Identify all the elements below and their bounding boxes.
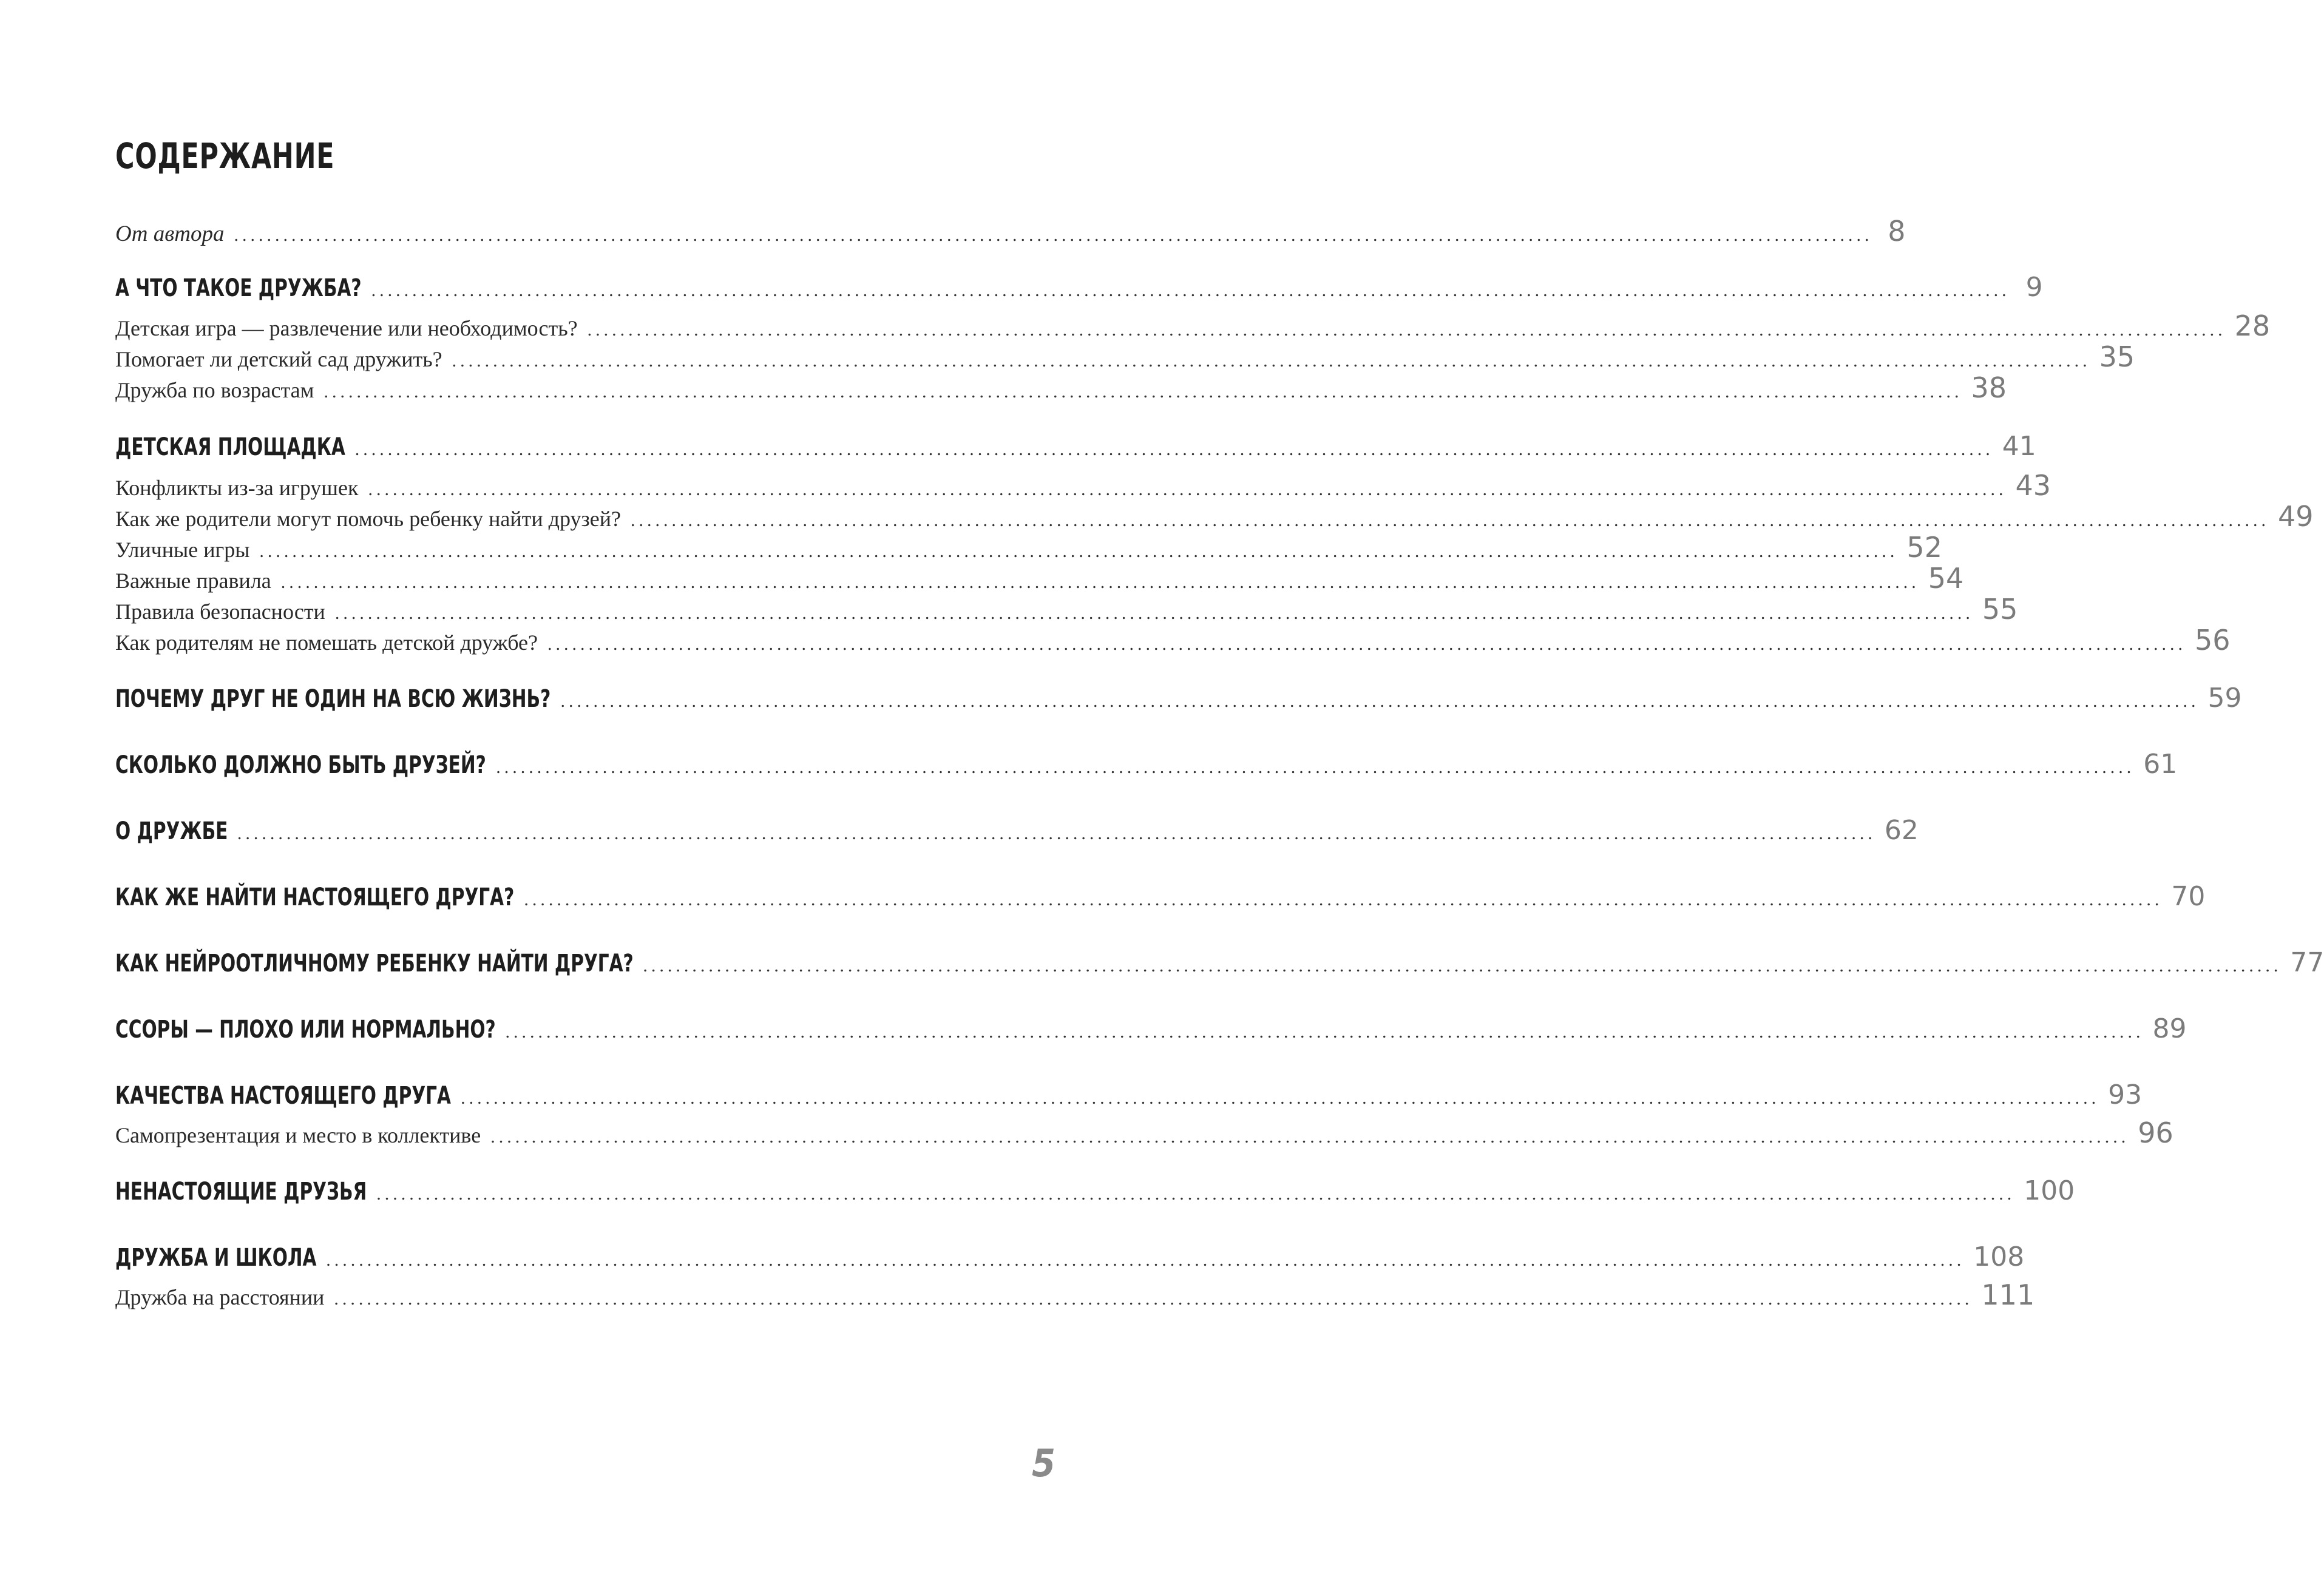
toc-entry-label: Важные правила	[115, 569, 271, 593]
toc-entry-page: 111	[1981, 1278, 2035, 1311]
toc-entry-chapter[interactable]	[115, 1013, 2187, 1044]
dot-leader: ........................................................................................................................................................................................................	[326, 1250, 1965, 1270]
toc-entry-section[interactable]	[115, 469, 2051, 502]
toc-entry-page: 55	[1982, 593, 2018, 626]
dot-leader: ........................................................................................................................................................................................................	[376, 1184, 2016, 1204]
toc-entry-page: 61	[2143, 749, 2178, 780]
toc-entry-page: 89	[2152, 1013, 2187, 1044]
dot-leader: ........................................................................................................................................................................................................	[587, 320, 2226, 340]
toc-entry-section[interactable]	[115, 371, 2007, 404]
toc-entry-section[interactable]	[115, 593, 2018, 626]
toc-entry-label: КАК ЖЕ НАЙТИ НАСТОЯЩЕГО ДРУГА?	[115, 883, 515, 911]
toc-entry-label: А ЧТО ТАКОЕ ДРУЖБА?	[115, 274, 362, 302]
toc-entry-page: 38	[1971, 371, 2007, 404]
dot-leader: ........................................................................................................................................................................................................	[234, 225, 1873, 245]
toc-entry-page: 28	[2234, 309, 2271, 342]
toc-entry-label: НЕНАСТОЯЩИЕ ДРУЗЬЯ	[115, 1178, 367, 1206]
dot-leader: ........................................................................................................................................................................................................	[334, 603, 1974, 623]
dot-leader: ........................................................................................................................................................................................................	[324, 382, 1963, 402]
dot-leader: ........................................................................................................................................................................................................	[334, 1289, 1973, 1309]
toc-entry-author-note[interactable]	[115, 215, 1906, 248]
dot-leader: ........................................................................................................................................................................................................	[643, 956, 2282, 976]
dot-leader: ........................................................................................................................................................................................................	[452, 351, 2091, 371]
toc-entry-label: ССОРЫ — ПЛОХО ИЛИ НОРМАЛЬНО?	[115, 1016, 496, 1044]
toc-entry-label: Как же родители могут помочь ребенку найти друзей?	[115, 507, 621, 531]
toc-entry-chapter[interactable]	[115, 881, 2206, 912]
dot-leader: ........................................................................................................................................................................................................	[490, 1127, 2130, 1147]
toc-entry-chapter[interactable]	[115, 749, 2178, 780]
dot-leader: ........................................................................................................................................................................................................	[524, 890, 2163, 910]
toc-entry-label: СКОЛЬКО ДОЛЖНО БЫТЬ ДРУЗЕЙ?	[115, 751, 486, 779]
toc-entry-section[interactable]	[115, 309, 2271, 342]
toc-entry-page: 52	[1906, 531, 1942, 564]
toc-entry-label: Правила безопасности	[115, 599, 325, 624]
toc-entry-label: КАЧЕСТВА НАСТОЯЩЕГО ДРУГА	[115, 1082, 451, 1110]
toc-entry-section[interactable]	[115, 340, 2135, 373]
toc-entry-page: 8	[1888, 215, 1906, 248]
toc-entry-chapter[interactable]	[115, 947, 2324, 978]
toc-entry-label: Помогает ли детский сад дружить?	[115, 347, 442, 371]
toc-entry-label: Детская игра — развлечение или необходимость?	[115, 316, 578, 340]
toc-entry-label: ДРУЖБА И ШКОЛА	[115, 1244, 317, 1272]
toc-entry-label: Конфликты из-за игрушек	[115, 476, 359, 500]
toc-entry-label: Как родителям не помешать детской дружбе?	[115, 630, 538, 655]
dot-leader: ........................................................................................................................................................................................................	[560, 691, 2200, 711]
toc-entry-label: Дружба по возрастам	[115, 378, 314, 402]
page-title: СОДЕРЖАНИЕ	[115, 135, 335, 177]
toc-entry-page: 108	[1973, 1241, 2025, 1272]
toc-entry-chapter[interactable]	[115, 431, 2036, 462]
toc-entry-page: 93	[2108, 1079, 2143, 1110]
toc-entry-page: 54	[1928, 562, 1964, 595]
toc-entry-page: 70	[2171, 881, 2206, 912]
toc-entry-section[interactable]	[115, 500, 2314, 533]
toc-entry-chapter[interactable]	[115, 1079, 2143, 1110]
toc-entry-label: ПОЧЕМУ ДРУГ НЕ ОДИН НА ВСЮ ЖИЗНЬ?	[115, 685, 551, 713]
toc-entry-page: 77	[2290, 947, 2324, 978]
toc-entry-page: 49	[2277, 500, 2314, 533]
dot-leader: ........................................................................................................................................................................................................	[368, 479, 2007, 499]
toc-entry-page: 96	[2138, 1116, 2173, 1149]
toc-entry-section[interactable]	[115, 531, 1942, 564]
toc-entry-page: 62	[1884, 815, 1919, 846]
dot-leader: ........................................................................................................................................................................................................	[371, 280, 2010, 300]
dot-leader: ........................................................................................................................................................................................................	[354, 439, 1994, 459]
toc-entry-page: 43	[2015, 469, 2051, 502]
dot-leader: ........................................................................................................................................................................................................	[237, 823, 1876, 843]
dot-leader: ........................................................................................................................................................................................................	[547, 634, 2187, 654]
toc-entry-section[interactable]	[115, 624, 2231, 657]
toc-entry-chapter[interactable]	[115, 1175, 2075, 1206]
dot-leader: ........................................................................................................................................................................................................	[461, 1088, 2100, 1108]
toc-entry-label: Дружба на расстоянии	[115, 1285, 325, 1309]
toc-entry-label: Уличные игры	[115, 538, 250, 562]
toc-entry-section[interactable]	[115, 1116, 2173, 1149]
toc-entry-label: От автора	[115, 221, 225, 246]
toc-entry-page: 35	[2099, 340, 2135, 373]
toc-entry-section[interactable]	[115, 1278, 2035, 1311]
page-number: 5	[1032, 1441, 1055, 1485]
toc-entry-page: 41	[2002, 431, 2036, 462]
toc-entry-page: 59	[2207, 683, 2242, 714]
dot-leader: ........................................................................................................................................................................................................	[280, 572, 1920, 592]
dot-leader: ........................................................................................................................................................................................................	[259, 541, 1899, 561]
toc-entry-label: КАК НЕЙРООТЛИЧНОМУ РЕБЕНКУ НАЙТИ ДРУГА?	[115, 950, 634, 978]
toc-entry-label: ДЕТСКАЯ ПЛОЩАДКА	[115, 433, 345, 461]
toc-entry-chapter[interactable]	[115, 815, 1919, 846]
toc-entry-chapter[interactable]	[115, 683, 2242, 714]
dot-leader: ........................................................................................................................................................................................................	[496, 757, 2135, 777]
toc-entry-label: Самопрезентация и место в коллективе	[115, 1123, 481, 1147]
toc-entry-page: 56	[2195, 624, 2231, 657]
toc-entry-chapter[interactable]	[115, 1241, 2025, 1272]
dot-leader: ........................................................................................................................................................................................................	[630, 510, 2269, 530]
dot-leader: ........................................................................................................................................................................................................	[505, 1022, 2144, 1042]
toc-entry-chapter[interactable]	[115, 272, 2043, 303]
toc-entry-page: 9	[2025, 272, 2043, 303]
toc-entry-page: 100	[2024, 1175, 2075, 1206]
toc-entry-section[interactable]	[115, 562, 1964, 595]
toc-entry-label: О ДРУЖБЕ	[115, 817, 228, 845]
